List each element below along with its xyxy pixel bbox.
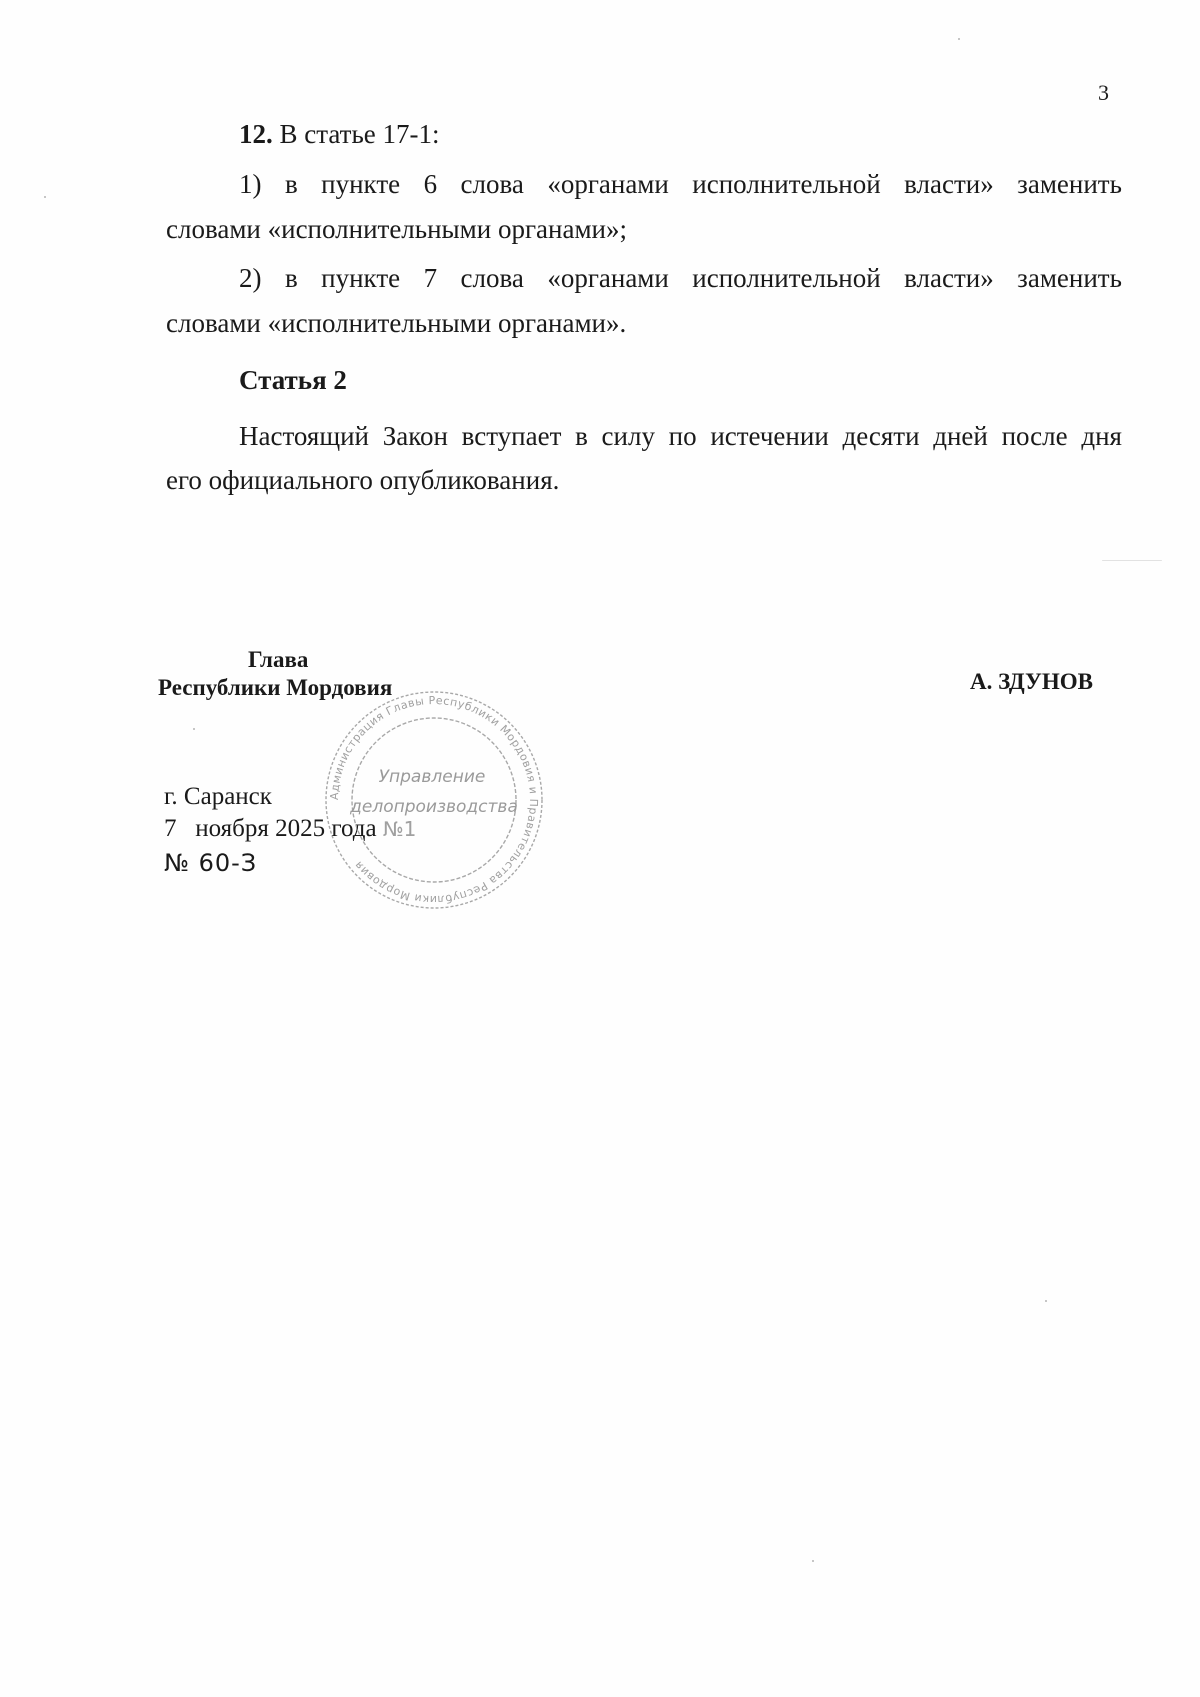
word: заменить <box>1017 169 1122 199</box>
section-12-intro <box>239 118 440 150</box>
article-2-line-2: его официального опубликования. <box>166 465 560 495</box>
stamp-line-1: Управление <box>378 767 486 787</box>
word: дней <box>933 421 988 451</box>
word: Закон <box>382 421 448 451</box>
word: 6 <box>423 169 438 199</box>
item-1-line-1 <box>239 168 1122 200</box>
scan-speck <box>193 728 195 730</box>
word: 1) <box>239 169 262 199</box>
stamp-ring-textpath: Администрация Главы Республики Мордовия и Правительства Республики Мордовия <box>327 693 541 907</box>
word: 7 <box>423 263 438 293</box>
word: после <box>1001 421 1068 451</box>
scan-speck <box>1045 1300 1047 1302</box>
place-city: г. Саранск <box>164 783 272 810</box>
word: «органами <box>547 169 669 199</box>
word: пункте <box>321 169 401 199</box>
scan-speck <box>812 1560 814 1562</box>
word: десяти <box>842 421 920 451</box>
scan-speck <box>1102 560 1162 561</box>
word: истечении <box>710 421 829 451</box>
word: слова <box>460 169 524 199</box>
word: заменить <box>1017 263 1122 293</box>
word: исполнительной <box>692 169 881 199</box>
word: в <box>284 263 298 293</box>
signatory-title-line-1: Глава <box>248 647 309 672</box>
article-2-heading: Статья 2 <box>239 365 347 395</box>
signatory-title-line-2: Республики Мордовия <box>158 675 393 700</box>
word: дня <box>1081 421 1122 451</box>
item-1-line-2: словами «исполнительными органами»; <box>166 214 627 244</box>
word: Настоящий <box>239 421 370 451</box>
place-date <box>164 813 416 845</box>
office-stamp <box>318 690 550 910</box>
section-intro-text: В статье 17-1: <box>279 119 440 149</box>
section-number: 12. <box>239 119 273 149</box>
word: вступает <box>461 421 562 451</box>
word: 2) <box>239 263 262 293</box>
word: в <box>284 169 298 199</box>
scan-speck <box>44 196 46 198</box>
word: власти» <box>904 169 994 199</box>
law-number: № 60-З <box>164 849 258 877</box>
page-number: 3 <box>1098 80 1109 105</box>
word: исполнительной <box>692 263 881 293</box>
word: власти» <box>904 263 994 293</box>
signatory-name: А. ЗДУНОВ <box>970 669 1093 694</box>
date-text: 7 ноября 2025 года <box>164 815 377 842</box>
stamp-line-2: делопроизводства <box>350 797 518 817</box>
word: слова <box>460 263 524 293</box>
word: «органами <box>547 263 669 293</box>
item-2-line-1 <box>239 262 1122 294</box>
stamp-mark: №1 <box>382 817 417 841</box>
word: в <box>575 421 588 451</box>
word: по <box>668 421 697 451</box>
word: силу <box>601 421 655 451</box>
word: пункте <box>321 263 401 293</box>
item-2-line-2: словами «исполнительными органами». <box>166 308 627 338</box>
scan-speck <box>958 38 960 40</box>
article-2-line-1 <box>239 420 1122 452</box>
